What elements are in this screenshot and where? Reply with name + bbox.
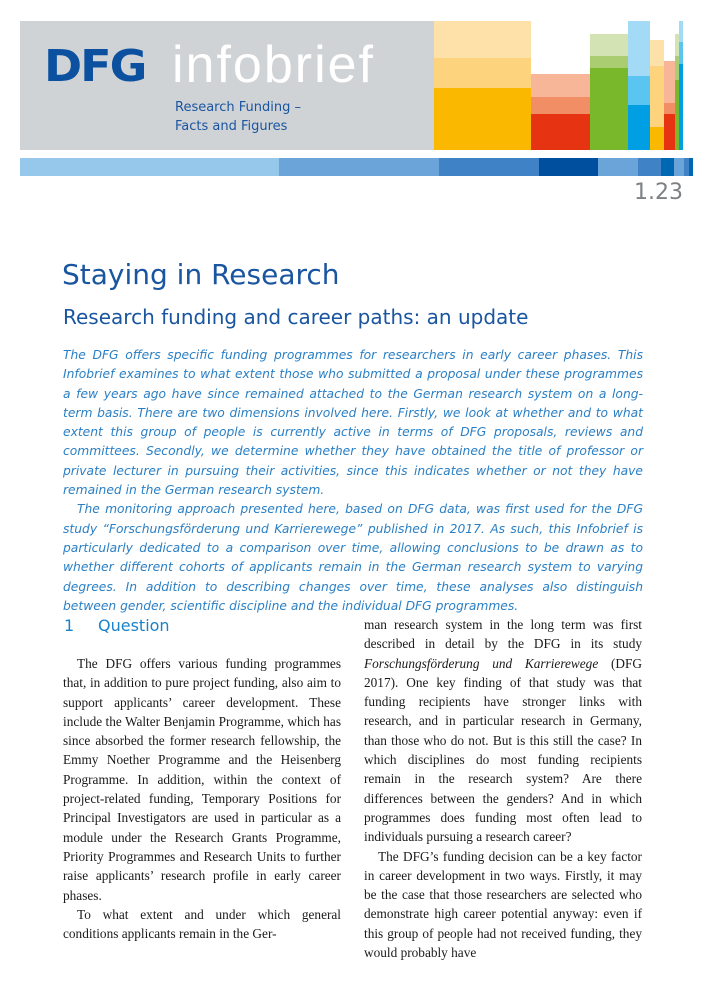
stripe-segment (689, 158, 693, 176)
body-text: (DFG 2017). One key finding of that study was that funding recipients have stronger links with research, and in particular research in Germany, than those who do not. But is this still the case? In which disciplines do most funding recipients remain in the research system? Are there differences between the genders? And in which programmes does funding most often lead to individuals pursuing a research career? (364, 655, 642, 845)
section-heading (64, 616, 170, 635)
color-block (590, 68, 628, 150)
color-block (628, 76, 650, 105)
color-block (664, 61, 675, 103)
abstract (63, 346, 643, 616)
stripe-segment (661, 158, 674, 176)
abstract-paragraph: The DFG offers specific funding programmes for researchers in early career phases. This Infobrief examines to what extent those who submitted a proposal under these programmes a few years ago have since remained attached to the German research system on a long-term basis. There are two dimensions involved here. Firstly, we look at whether and to what extent this group of people is currently active in terms of DFG proposals, reviews and committees. Secondly, we determine whether they have obtained the title of professor or private lecturer in pursuing their activities, since this indicates whether or not they have remained in the German research system. (63, 348, 643, 498)
stripe-segment (598, 158, 638, 176)
page-title: Staying in Research (62, 258, 340, 291)
color-block (434, 88, 531, 150)
tagline (175, 98, 301, 136)
tagline-line-2: Facts and Figures (175, 119, 288, 134)
stripe-segment (439, 158, 539, 176)
infobrief-wordmark: infobrief (172, 36, 375, 94)
color-block (628, 105, 650, 150)
issue-number: 1.23 (634, 180, 683, 205)
stripe-segment (539, 158, 598, 176)
color-block (664, 103, 675, 114)
abstract-paragraph: The monitoring approach presented here, based on DFG data, was first used for the DFG study “Forschungsförderung und Karrierewege” published in 2017. As such, this Infobrief is particularly dedicated to a comparison over time, allowing conclusions to be drawn as to whether different cohorts of applicants remain in the German research system to varying degrees. In addition to describing changes over time, these analyses also distinguish between gender, scientific discipline and the individual DFG programmes. (63, 502, 643, 613)
color-block (664, 114, 675, 150)
color-block (590, 56, 628, 68)
study-title: Forschungsförderung und Karrierewege (364, 655, 599, 671)
color-block (679, 21, 683, 42)
color-block (679, 42, 683, 64)
color-block (650, 40, 664, 66)
page-subtitle: Research funding and career paths: an update (63, 305, 529, 329)
body-column-right (364, 615, 642, 962)
color-block (590, 34, 628, 56)
body-paragraph: To what extent and under which general conditions applicants remain in the Ger- (63, 906, 341, 942)
body-column-left (63, 654, 341, 943)
color-block (650, 127, 664, 150)
color-block (679, 64, 683, 150)
stripe-segment (279, 158, 439, 176)
dfg-logo: DFG (44, 40, 146, 92)
stripe-segment (20, 158, 279, 176)
body-paragraph (364, 615, 642, 847)
stripe-segment (638, 158, 661, 176)
color-block (531, 114, 590, 150)
body-paragraph: The DFG offers various funding programmes that, in addition to pure project funding, also aim to support applicants’ career development. These include the Walter Benjamin Programme, which has since absorbed the former research fellowship, the Emmy Noether Programme and the Heisenberg Programme. In addition, within the context of project-related funding, Temporary Positions for Principal Investigators are used in particular as a module under the Research Grants Programme, Priority Programmes and Research Units to further raise applicants’ research profile in early career phases. (63, 656, 341, 903)
color-block (628, 21, 650, 76)
body-paragraph: The DFG’s funding decision can be a key factor in career development in two ways. Firstly, it may be the case that those researchers are selected who demonstrate high career potential anyway: even if this group of people had not received funding, they would probably have (364, 848, 642, 961)
tagline-line-1: Research Funding – (175, 100, 301, 115)
color-block (531, 97, 590, 114)
color-block (434, 21, 531, 58)
color-block (531, 74, 590, 97)
section-title: Question (98, 616, 170, 635)
color-block (650, 66, 664, 127)
color-block (434, 58, 531, 88)
body-text: man research system in the long term was first described in detail by the DFG in its study (364, 617, 642, 652)
stripe-segment (674, 158, 684, 176)
section-number: 1 (64, 616, 75, 635)
